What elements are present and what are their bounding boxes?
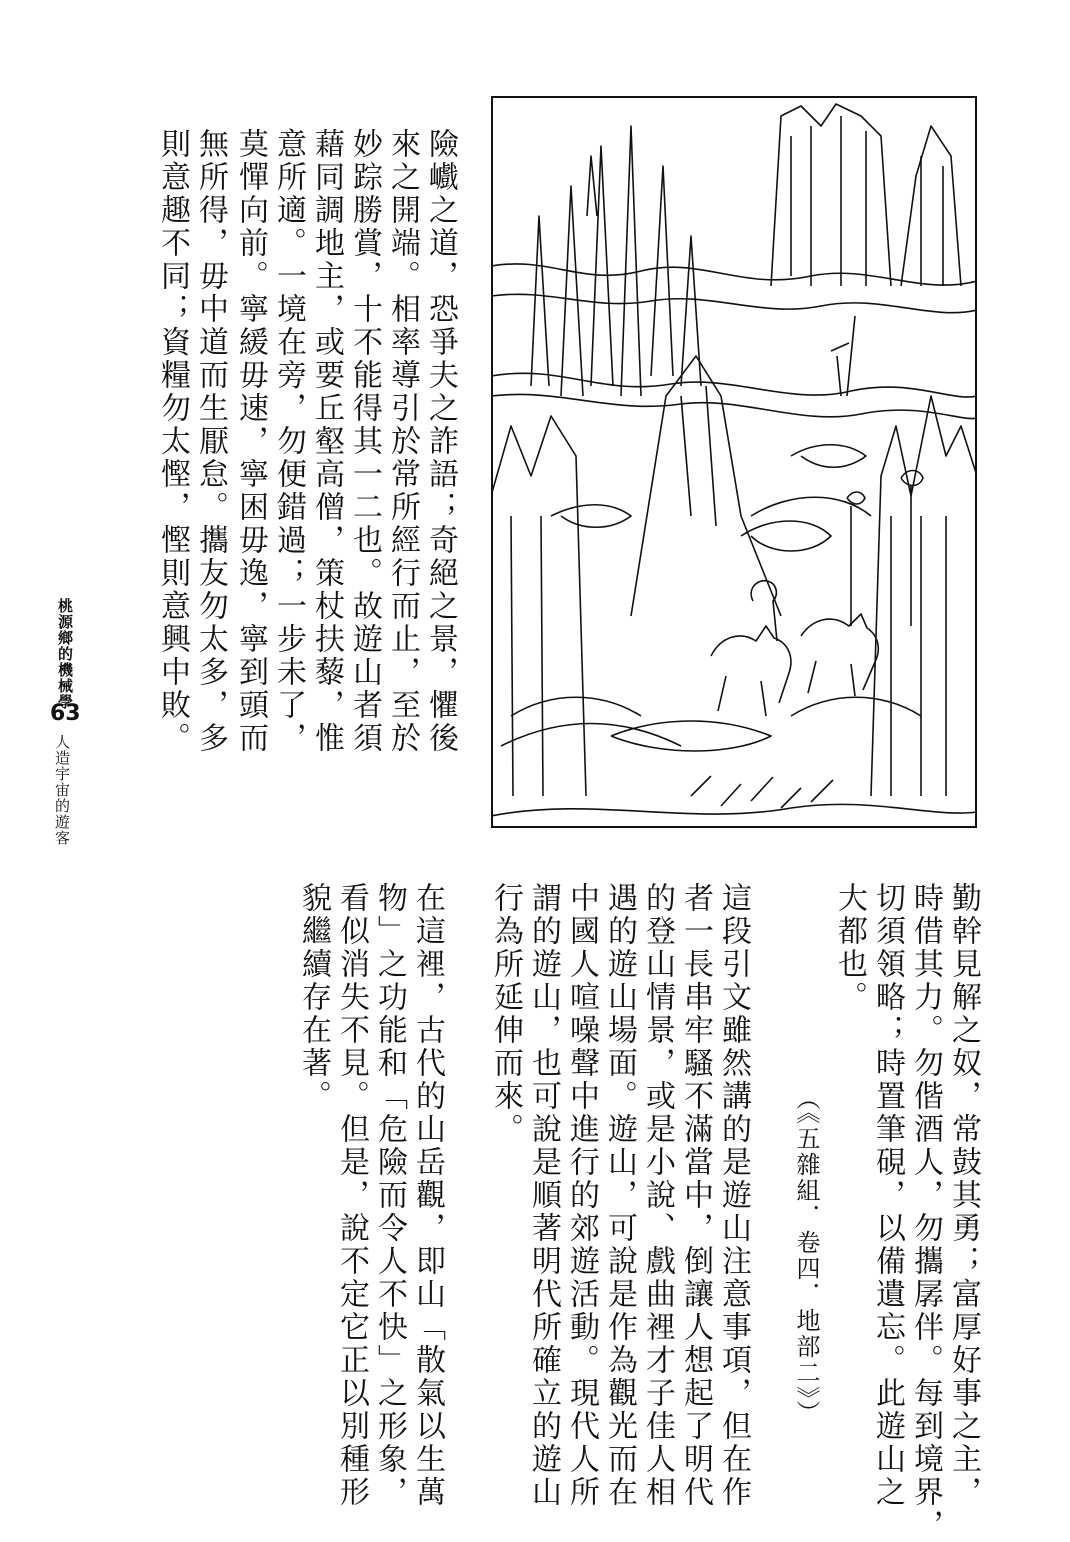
paragraph-text-column: 看似消失不見。但是，說不定它正以別種形 [334,882,369,1509]
quote-text-column: 勤幹見解之奴，常鼓其勇；富厚好事之主， [946,882,981,1509]
paragraph-text-column: 行為所延伸而來。 [488,882,523,1146]
paragraph-text-column: 遇的遊山場面。遊山，可說是作為觀光而在 [602,882,637,1509]
quote-source-citation: （《五雜組．卷四．地部二》） [792,1086,820,1426]
paragraph-text-column: 貌繼續存在著。 [296,882,331,1113]
page-number: 63 [50,701,81,726]
upper-text-column: 險巇之道，恐爭夫之詐語；奇絕之景，懼後 [423,128,458,755]
upper-text-column: 則意趣不同；資糧勿太慳，慳則意興中敗。 [155,128,190,755]
quote-text-column: 切須領略；時置筆硯，以備遺忘。此遊山之 [870,882,905,1509]
paragraph-text-column: 者一長串牢騷不滿當中，倒讓人想起了明代 [678,882,713,1509]
paragraph-text-column: 在這裡，古代的山岳觀，即山「散氣以生萬 [410,882,445,1509]
upper-text-column: 無所得，毋中道而生厭怠。攜友勿太多，多 [193,128,228,755]
paragraph-text-column: 中國人喧噪聲中進行的郊遊活動。現代人所 [564,882,599,1509]
upper-text-column: 妙踪勝賞，十不能得其一二也。故遊山者須 [347,128,382,755]
paragraph-text-column: 的登山情景，或是小說、戲曲裡才子佳人相 [640,882,675,1509]
upper-text-column: 莫憚向前。寧緩毋速，寧困毋逸，寧到頭而 [233,128,268,755]
paragraph-text-column: 這段引文雖然講的是遊山注意事項，但在作 [716,882,751,1509]
quote-text-column: 大都也。 [832,882,867,1014]
upper-text-column: 意所適。一境在旁，勿便錯過；一步未了， [271,128,306,755]
paragraph-text-column: 謂的遊山，也可說是順著明代所確立的遊山 [526,882,561,1509]
landscape-woodblock-illustration [491,96,977,828]
quote-text-column: 時借其力。勿偕酒人，勿攜孱伴。每到境界， [908,882,943,1542]
upper-text-column: 藉同調地主，或要丘壑高僧，策杖扶藜，惟 [309,128,344,755]
running-head-chapter-title: 人造宇宙的遊客 [53,734,71,846]
paragraph-text-column: 物」之功能和「危險而令人不快」之形象， [372,882,407,1509]
running-head-book-title: 桃源鄉的機械學 [56,598,74,710]
upper-text-column: 來之開端。相率導引於常所經行而止，至於 [385,128,420,755]
